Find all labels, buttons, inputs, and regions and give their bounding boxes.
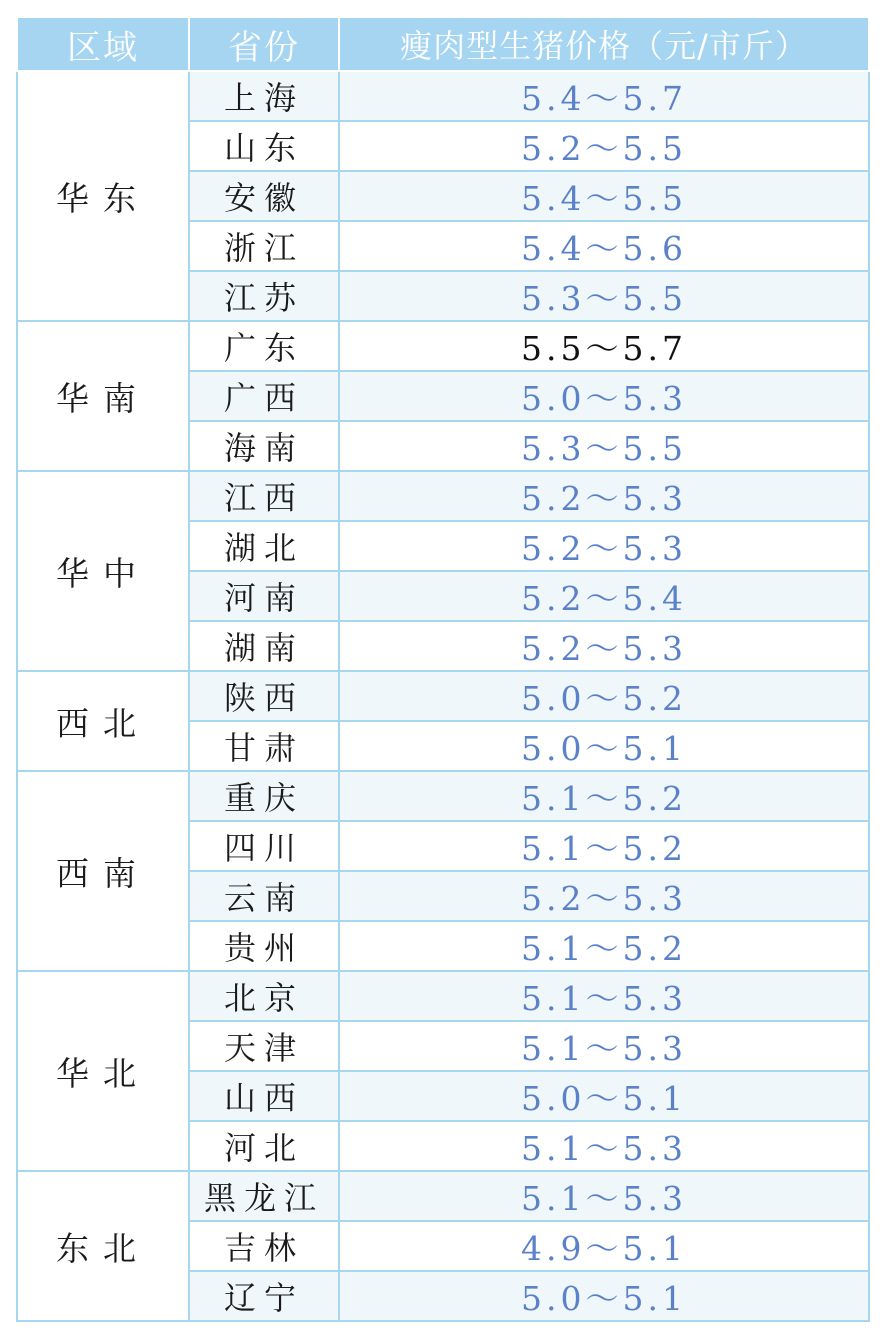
table-row — [17, 971, 869, 1021]
province-cell: 天津 — [189, 1021, 339, 1071]
region-cell: 西北 — [17, 671, 189, 771]
price-cell: 5.1～5.2 — [339, 921, 869, 971]
price-cell: 5.3～5.5 — [339, 271, 869, 321]
province-cell: 湖北 — [189, 521, 339, 571]
region-cell: 东北 — [17, 1171, 189, 1321]
region-cell: 华北 — [17, 971, 189, 1171]
price-cell: 5.2～5.3 — [339, 521, 869, 571]
province-cell: 黑龙江 — [189, 1171, 339, 1221]
province-cell: 河南 — [189, 571, 339, 621]
header-price: 瘦肉型生猪价格（元/市斤） — [339, 17, 869, 71]
table-row — [17, 321, 869, 371]
table-row — [17, 71, 869, 121]
price-cell: 5.4～5.6 — [339, 221, 869, 271]
price-cell: 5.0～5.3 — [339, 371, 869, 421]
price-cell: 5.1～5.3 — [339, 1171, 869, 1221]
province-cell: 广东 — [189, 321, 339, 371]
province-cell: 安徽 — [189, 171, 339, 221]
price-cell: 5.2～5.4 — [339, 571, 869, 621]
price-cell: 5.0～5.1 — [339, 1071, 869, 1121]
price-cell: 5.1～5.2 — [339, 771, 869, 821]
province-cell: 云南 — [189, 871, 339, 921]
region-cell: 西南 — [17, 771, 189, 971]
table-row — [17, 1171, 869, 1221]
province-cell: 山东 — [189, 121, 339, 171]
price-cell: 5.1～5.3 — [339, 1021, 869, 1071]
province-cell: 甘肃 — [189, 721, 339, 771]
province-cell: 四川 — [189, 821, 339, 871]
header-region: 区域 — [17, 17, 189, 71]
header-row — [17, 17, 869, 71]
province-cell: 河北 — [189, 1121, 339, 1171]
price-cell: 5.5～5.7 — [339, 321, 869, 371]
price-cell: 5.2～5.5 — [339, 121, 869, 171]
province-cell: 广西 — [189, 371, 339, 421]
price-cell: 5.3～5.5 — [339, 421, 869, 471]
region-cell: 华东 — [17, 71, 189, 321]
province-cell: 贵州 — [189, 921, 339, 971]
price-cell: 5.2～5.3 — [339, 871, 869, 921]
price-cell: 5.1～5.3 — [339, 1121, 869, 1171]
table-row — [17, 771, 869, 821]
price-cell: 5.1～5.3 — [339, 971, 869, 1021]
province-cell: 浙江 — [189, 221, 339, 271]
price-cell: 5.0～5.2 — [339, 671, 869, 721]
table-row — [17, 671, 869, 721]
price-cell: 5.4～5.7 — [339, 71, 869, 121]
province-cell: 辽宁 — [189, 1271, 339, 1321]
region-cell: 华南 — [17, 321, 189, 471]
price-cell: 4.9～5.1 — [339, 1221, 869, 1271]
province-cell: 吉林 — [189, 1221, 339, 1271]
province-cell: 北京 — [189, 971, 339, 1021]
province-cell: 陕西 — [189, 671, 339, 721]
province-cell: 山西 — [189, 1071, 339, 1121]
price-cell: 5.2～5.3 — [339, 471, 869, 521]
province-cell: 江西 — [189, 471, 339, 521]
price-cell: 5.2～5.3 — [339, 621, 869, 671]
price-cell: 5.4～5.5 — [339, 171, 869, 221]
province-cell: 上海 — [189, 71, 339, 121]
price-cell: 5.1～5.2 — [339, 821, 869, 871]
province-cell: 重庆 — [189, 771, 339, 821]
province-cell: 湖南 — [189, 621, 339, 671]
price-cell: 5.0～5.1 — [339, 1271, 869, 1321]
header-province: 省份 — [189, 17, 339, 71]
region-cell: 华中 — [17, 471, 189, 671]
table-row — [17, 471, 869, 521]
province-cell: 江苏 — [189, 271, 339, 321]
pig-price-table — [16, 16, 870, 1322]
price-cell: 5.0～5.1 — [339, 721, 869, 771]
province-cell: 海南 — [189, 421, 339, 471]
table-body — [17, 71, 869, 1321]
